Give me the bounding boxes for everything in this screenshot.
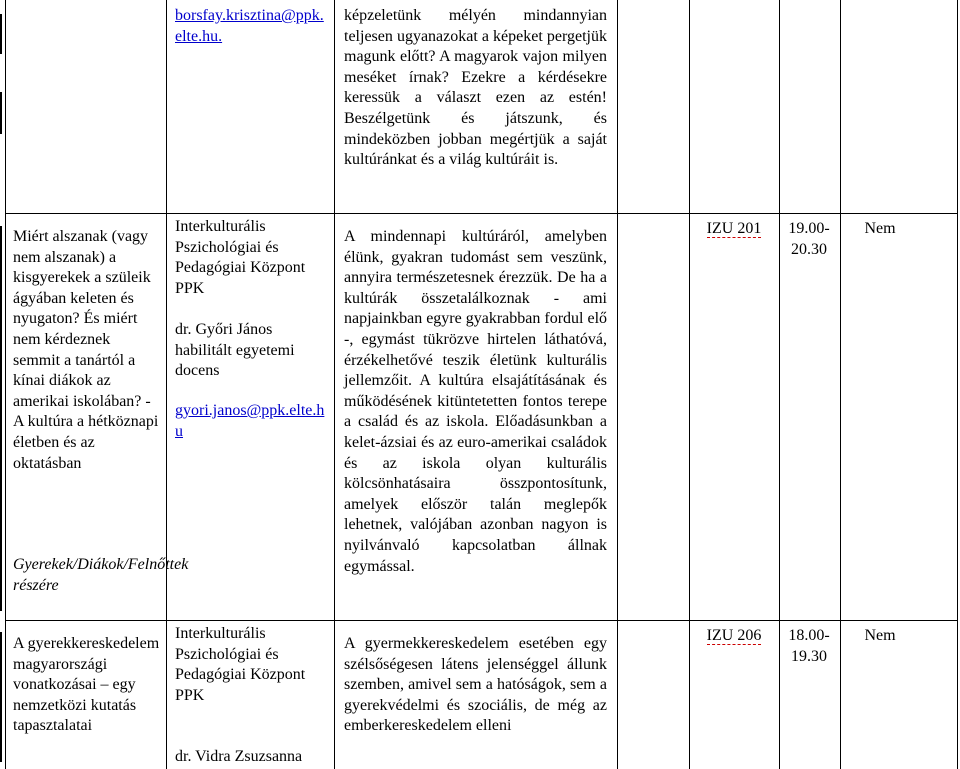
table-border-col1 xyxy=(166,0,167,769)
organization: Interkulturális Pszichológiai és Pedagógiai Központ PPK xyxy=(175,625,306,704)
row-divider-1 xyxy=(5,213,958,214)
margin-bar xyxy=(0,632,2,762)
time-slot: 18.00-19.30 xyxy=(788,627,830,665)
margin-bar xyxy=(0,226,2,611)
event-description: képzeletünk mélyén mindannyian teljesen ugyanazokat a képeket pergetjük magunk előtt? A magyarok vajon milyen meséket írnak? Ezekre a kérdésekre keressük a választ ezen az estén! Beszélgetünk és játszunk, és mindeközben jobban megértjük a saját kultúránkat és a világ kultúráit is. xyxy=(344,7,607,169)
event-title: Miért alszanak (vagy nem alszanak) a kisgyerekek a szüleik ágyában keleten és nyugaton? És miért nem kérdeznek semmit a tanártól a kínai diákok az amerikai iskolában? - A kultúra a hétköznapi életben és az oktatásban xyxy=(13,228,159,472)
table-border-col2 xyxy=(334,0,335,769)
organization: Interkulturális Pszichológiai és Pedagógiai Központ PPK xyxy=(175,218,306,297)
margin-bar xyxy=(0,14,2,54)
status-value: Nem xyxy=(864,627,896,644)
table-border-right xyxy=(957,0,958,769)
presenter-email[interactable]: gyori.janos@ppk.elte.hu xyxy=(175,402,325,440)
event-title: A gyerekkereskedelem magyarországi vonatkozásai – egy nemzetközi kutatás tapasztalatai xyxy=(13,635,160,735)
margin-bar xyxy=(0,92,2,134)
table-border-col3 xyxy=(617,0,618,769)
room-code: IZU 206 xyxy=(706,627,762,644)
status-value: Nem xyxy=(864,220,896,237)
table-border-left xyxy=(5,0,6,769)
time-slot: 19.00-20.30 xyxy=(788,220,830,258)
table-border-col6 xyxy=(840,0,841,769)
presenter-name: dr. Vidra Zsuzsanna xyxy=(175,748,303,765)
presenter-email[interactable]: borsfay.krisztina@ppk.elte.hu. xyxy=(175,7,324,45)
target-audience: Gyerekek/Diákok/Felnőttek részére xyxy=(13,556,189,594)
event-description: A mindennapi kultúráról, amelyben élünk, gyakran tudomást sem veszünk, annyira természetesnek érezzük. De ha a kultúrák összetalálkoznak - ami napjainkban egyre gyakrabban fordul elő -, egymást tükrözve hirtelen láthatóvá, érzékelhetővé teszik életünk kulturális jellemzőit. A kultúra elsajátításának és működésének kitüntetetten fontos terepe a család és az iskola. Előadásunkban a kelet-ázsiai és az euro-amerikai családok és az iskola olyan kulturális kölcsönhatásaira összpontosítunk, amelyek először talán meglepők lehetnek, valójában azonban nagyon is nyilvánvaló kapcsolatban állnak egymással. xyxy=(344,228,608,575)
table-border-col5 xyxy=(779,0,780,769)
table-border-col4 xyxy=(689,0,690,769)
event-description: A gyermekkereskedelem esetében egy szélsőségesen látens jelenséggel állunk szemben, amivel sem a hatóságok, sem a gyerekvédelmi és szociális, de még az emberkereskedelem elleni xyxy=(344,635,607,735)
row-divider-2 xyxy=(5,620,958,621)
presenter-name: dr. Győri János habilitált egyetemi docens xyxy=(175,321,295,380)
room-code: IZU 201 xyxy=(706,220,762,237)
